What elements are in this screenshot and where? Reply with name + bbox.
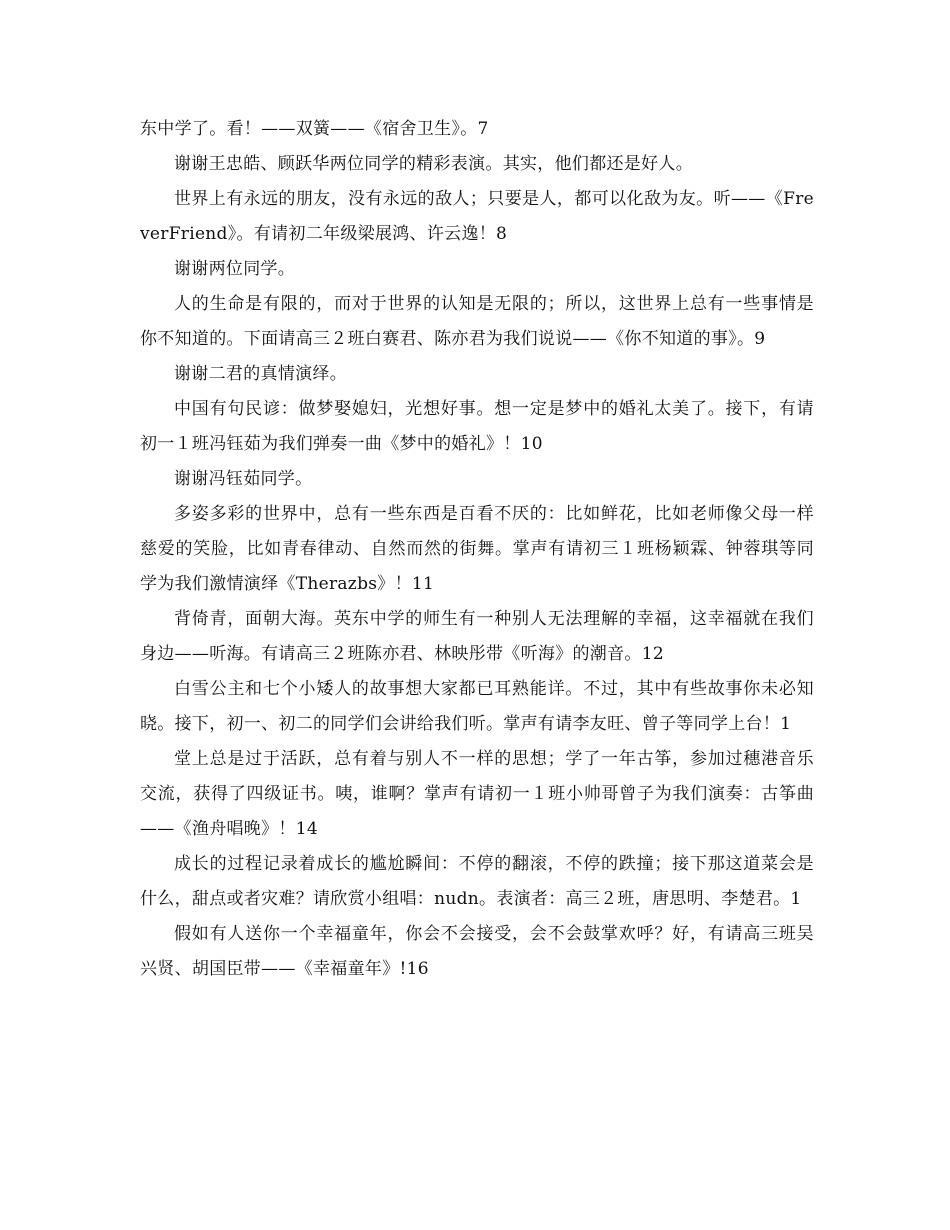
paragraph: 成长的过程记录着成长的尴尬瞬间：不停的翻滚，不停的跌撞；接下那这道菜会是什么，甜点或者灾难？请欣赏小组唱：nudn。表演者：高三２班，唐思明、李楚君。1 [140, 854, 814, 909]
paragraph: 谢谢王忠皓、顾跃华两位同学的精彩表演。其实，他们都还是好人。 [174, 154, 693, 174]
paragraph: 中国有句民谚：做梦娶媳妇，光想好事。想一定是梦中的婚礼太美了。接下，有请初一１班冯钰茹为我们弹奏一曲《梦中的婚礼》！10 [140, 399, 814, 454]
paragraph: 谢谢二君的真情演绎。 [174, 364, 347, 384]
paragraph: 谢谢两位同学。 [174, 259, 296, 279]
paragraph: 谢谢冯钰茹同学。 [174, 469, 313, 489]
paragraph: 背倚青，面朝大海。英东中学的师生有一种别人无法理解的幸福，这幸福就在我们身边——听海。有请高三２班陈亦君、林映彤带《听海》的潮音。12 [140, 609, 814, 664]
paragraph: 白雪公主和七个小矮人的故事想大家都已耳熟能详。不过，其中有些故事你未必知晓。接下，初一、初二的同学们会讲给我们听。掌声有请李友旺、曾子等同学上台！1 [140, 679, 814, 734]
document-body [140, 112, 814, 987]
paragraph: 世界上有永远的朋友，没有永远的敌人；只要是人，都可以化敌为友。听——《FreverFriend》。有请初二年级梁展鸿、许云逸！8 [140, 189, 814, 244]
paragraph: 堂上总是过于活跃，总有着与别人不一样的思想；学了一年古筝，参加过穗港音乐交流，获得了四级证书。咦，谁啊？掌声有请初一１班小帅哥曾子为我们演奏：古筝曲——《渔舟唱晚》！14 [140, 749, 814, 839]
paragraph: 假如有人送你一个幸福童年，你会不会接受，会不会鼓掌欢呼？好，有请高三班吴兴贤、胡国臣带——《幸福童年》!16 [140, 924, 814, 979]
paragraph: 人的生命是有限的，而对于世界的认知是无限的；所以，这世界上总有一些事情是你不知道的。下面请高三２班白赛君、陈亦君为我们说说——《你不知道的事》。9 [140, 294, 814, 349]
paragraph: 多姿多彩的世界中，总有一些东西是百看不厌的：比如鲜花，比如老师像父母一样慈爱的笑脸，比如青春律动、自然而然的街舞。掌声有请初三１班杨颖霖、钟蓉琪等同学为我们激情演绎《Therazbs》！11 [140, 504, 814, 594]
paragraph: 东中学了。看！——双簧——《宿舍卫生》。7 [140, 119, 489, 139]
